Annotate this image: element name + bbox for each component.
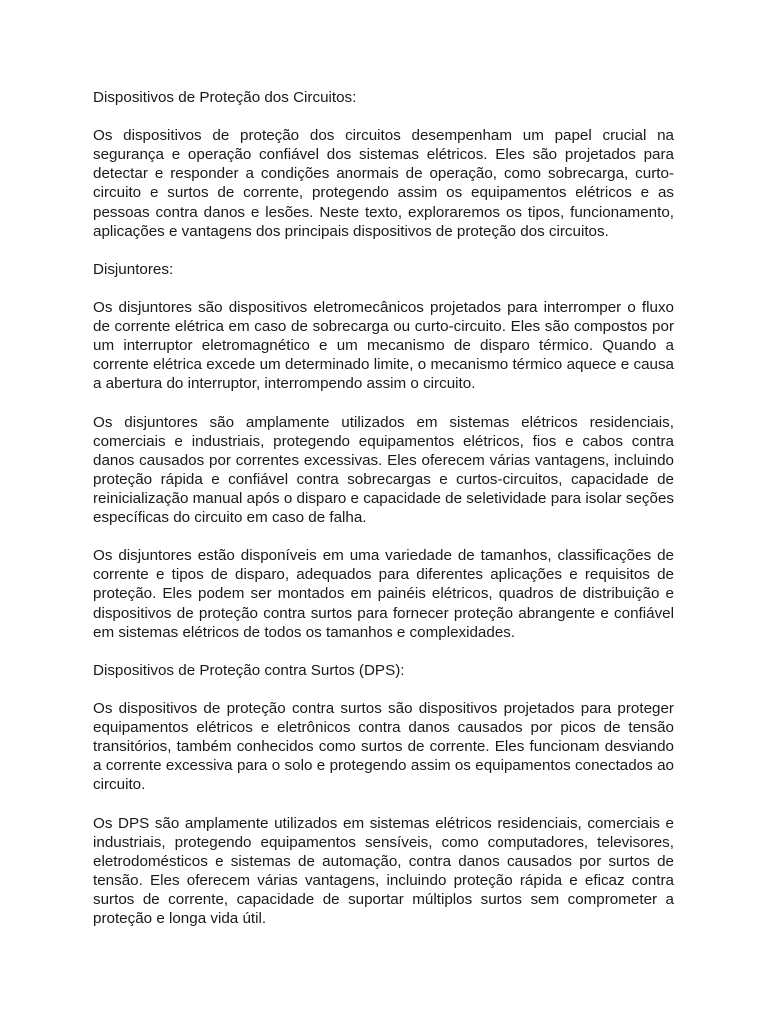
document-page xyxy=(93,88,674,947)
intro-paragraph: Os dispositivos de proteção dos circuitos desempenham um papel crucial na segurança e operação confiável dos sistemas elétricos. Eles são projetados para detectar e responder a condições anormais de operação, como sobrecarga, curto-circuito e surtos de corrente, protegendo assim os equipamentos elétricos e as pessoas contra danos e lesões. Neste texto, exploraremos os tipos, funcionamento, aplicações e vantagens dos principais dispositivos de proteção dos circuitos. xyxy=(93,127,674,240)
section-heading-surge-protection: Dispositivos de Proteção contra Surtos (DPS): xyxy=(93,661,405,679)
surge-paragraph-1: Os dispositivos de proteção contra surtos são dispositivos projetados para proteger equipamentos elétricos e eletrônicos contra danos causados por picos de tensão transitórios, também conhecidos como surtos de corrente. Eles funcionam desviando a corrente excessiva para o solo e protegendo assim os equipamentos conectados ao circuito. xyxy=(93,700,674,794)
breakers-paragraph-1: Os disjuntores são dispositivos eletromecânicos projetados para interromper o fluxo de corrente elétrica em caso de sobrecarga ou curto-circuito. Eles são compostos por um interruptor eletromagnético e um mecanismo de disparo térmico. Quando a corrente elétrica excede um determinado limite, o mecanismo térmico aquece e causa a abertura do interruptor, interrompendo assim o circuito. xyxy=(93,299,674,393)
breakers-paragraph-3: Os disjuntores estão disponíveis em uma variedade de tamanhos, classificações de corrente e tipos de disparo, adequados para diferentes aplicações e requisitos de proteção. Eles podem ser montados em painéis elétricos, quadros de distribuição e dispositivos de proteção contra surtos para fornecer proteção abrangente e confiável em sistemas elétricos de todos os tamanhos e complexidades. xyxy=(93,547,674,641)
section-heading-protection-devices: Dispositivos de Proteção dos Circuitos: xyxy=(93,89,357,106)
section-heading-circuit-breakers: Disjuntores: xyxy=(93,260,174,278)
surge-paragraph-2: Os DPS são amplamente utilizados em sistemas elétricos residenciais, comerciais e industriais, protegendo equipamentos sensíveis, como computadores, televisores, eletrodomésticos e sistemas de automação, contra danos causados por surtos de tensão. Eles oferecem várias vantagens, incluindo proteção rápida e eficaz contra surtos de corrente, capacidade de suportar múltiplos surtos sem comprometer a proteção e longa vida útil. xyxy=(93,814,674,928)
breakers-paragraph-2: Os disjuntores são amplamente utilizados em sistemas elétricos residenciais, comerciais e industriais, protegendo equipamentos elétricos, fios e cabos contra danos causados por correntes excessivas. Eles oferecem várias vantagens, incluindo proteção rápida e confiável contra sobrecargas e curtos-circuitos, capacidade de reinicialização manual após o disparo e capacidade de seletividade para isolar seções específicas do circuito em caso de falha. xyxy=(93,413,674,527)
